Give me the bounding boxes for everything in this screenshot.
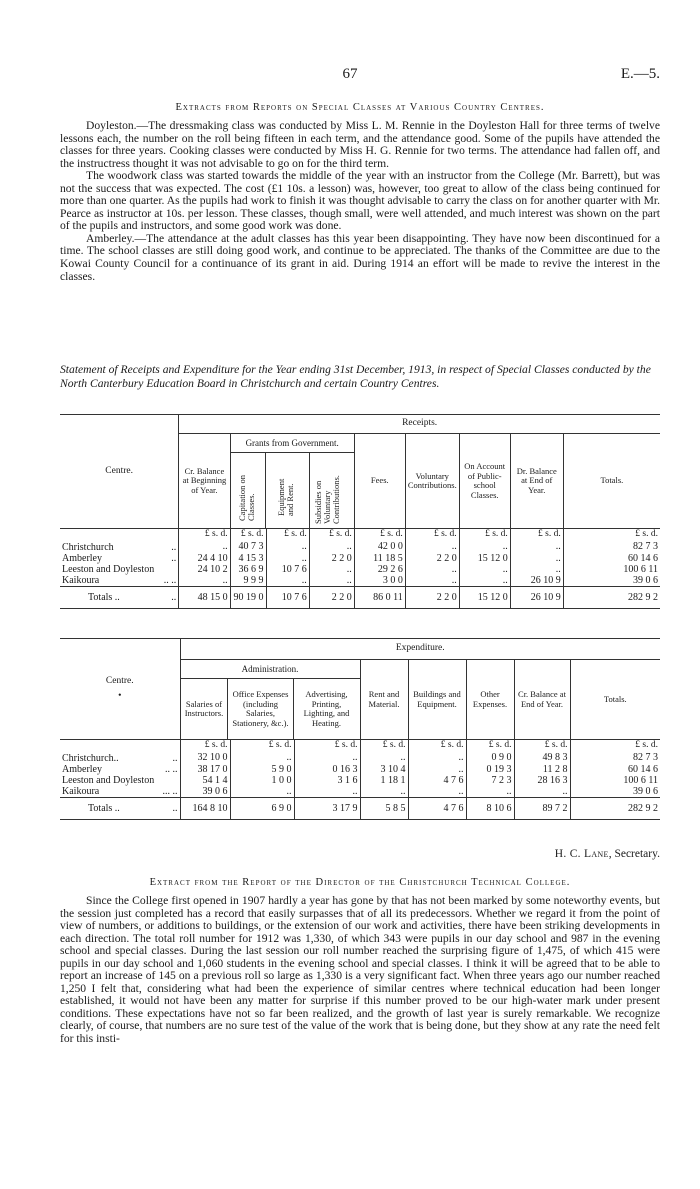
col-dr-balance-end: Dr. Balance at End of Year. <box>510 434 563 529</box>
table-cell: 11 2 8 <box>514 764 570 775</box>
total-cell: 3 17 9 <box>294 798 360 820</box>
table-cell: 38 17 0 <box>180 764 230 775</box>
unit-label: £ s. d. <box>466 740 514 752</box>
leader-dots: .. .. <box>165 764 178 775</box>
col-buildings-equipment: Buildings and Equipment. <box>408 660 466 740</box>
table-cell: 7 2 3 <box>466 775 514 786</box>
table-cell: 5 9 0 <box>230 764 294 775</box>
grants-group <box>230 434 354 529</box>
total-cell: 4 7 6 <box>408 798 466 820</box>
leader-dots: ... .. <box>162 786 178 797</box>
expenditure-centre-header <box>60 639 180 740</box>
table-cell: .. <box>459 540 510 553</box>
total-cell: 15 12 0 <box>459 587 510 609</box>
table-cell: .. <box>466 786 514 798</box>
table-cell: 15 12 0 <box>459 553 510 564</box>
table-cell: .. <box>309 540 354 553</box>
table-cell: 4 7 6 <box>408 775 466 786</box>
table-cell: .. <box>230 786 294 798</box>
total-cell: 90 19 0 <box>230 587 266 609</box>
administration-header: Administration. <box>181 660 360 679</box>
table-cell: 100 6 11 <box>570 775 660 786</box>
total-cell: 2 2 0 <box>405 587 459 609</box>
col-cr-balance-end: Cr. Balance at End of Year. <box>514 660 570 740</box>
total-cell: 5 8 5 <box>360 798 408 820</box>
unit-label: £ s. d. <box>563 529 660 541</box>
table-cell: 82 7 3 <box>570 751 660 764</box>
table-cell: 60 14 6 <box>563 553 660 564</box>
col-fees: Fees. <box>354 434 405 529</box>
centre-name: Christchurch.. <box>62 753 119 764</box>
table-cell: 36 6 9 <box>230 564 266 575</box>
table-cell: 3 10 4 <box>360 764 408 775</box>
col-voluntary: Voluntary Contributions. <box>405 434 459 529</box>
centre-cell <box>60 751 180 764</box>
table-cell: 11 18 5 <box>354 553 405 564</box>
table-cell: 39 0 6 <box>570 786 660 798</box>
receipts-table <box>60 414 660 609</box>
receipts-totals-row <box>60 587 660 609</box>
paragraph: Doyleston.—The dressmaking class was conducted by Miss L. M. Rennie in the Doyleston Hall for three terms of twelve lessons each, the number on the roll being fifteen in each term, and the attendance good. Some of the pupils have attended the classes for three years. Cooking classes were conducted by Miss H. G. Rennie for two terms. The attendance had fallen off, and the instructress thought it was not advisable to go on for the third term. <box>60 119 660 170</box>
table-cell: .. <box>309 564 354 575</box>
receipts-group-header: Receipts. <box>179 415 660 434</box>
table-cell: .. <box>179 575 230 587</box>
table-cell: .. <box>510 564 563 575</box>
centre-name: Leeston and Doyleston <box>62 564 155 575</box>
centre-cell <box>60 564 179 575</box>
total-cell: 8 10 6 <box>466 798 514 820</box>
table-cell: .. <box>459 575 510 587</box>
table-cell: 10 7 6 <box>266 564 309 575</box>
col-totals: Totals. <box>570 660 660 740</box>
table-cell: .. <box>405 575 459 587</box>
table-cell: .. <box>510 553 563 564</box>
unit-label: £ s. d. <box>294 740 360 752</box>
table-row <box>60 540 660 553</box>
unit-label: £ s. d. <box>514 740 570 752</box>
table-cell: .. <box>294 751 360 764</box>
table-row <box>60 775 660 786</box>
unit-label: £ s. d. <box>360 740 408 752</box>
unit-label: £ s. d. <box>510 529 563 541</box>
unit-label: £ s. d. <box>570 740 660 752</box>
table-row <box>60 575 660 587</box>
paragraph: Since the College first opened in 1907 hardly a year has gone by that has not been marked by some noteworthy events, but the session just completed has a record that easily surpasses that of all its predecessors. Whether we regard it from the point of view of numbers, or additions to buildings, or the extension of our work and activities, there have been striking developments in each direction. The total roll number for 1912 was 1,330, of which 343 were pupils in our day school and 987 in the evening school and special classes. During the last session our roll number reached the surprising figure of 1,475, of which 415 were pupils in our day school and 1,060 students in the evening school and special classes. I think it will be agreed that to be able to report an increase of 145 on a previous roll so large as 1,330 is a very significant fact. When three years ago our number reached 1,250 I felt that, considering what had been the experience of similar centres where technical education had been longer established, it would not have been any matter for surprise if this number proved to be our high-water mark under present conditions. These expectations have not so far been realized, and the growth of last year is surely remarkable. We recognize clearly, of course, that numbers are no sure test of the value of the work that is being done, but they show at any rate the need felt for this insti- <box>60 894 660 1046</box>
table-cell: 3 1 6 <box>294 775 360 786</box>
total-cell: 6 9 0 <box>230 798 294 820</box>
centre-name: Amberley <box>62 553 102 564</box>
paragraph: The woodwork class was started towards the middle of the year with an instructor from the College (Mr. Barrett), but was not the success that was expected. The cost (£1 10s. a lesson) was, however, too great to allow of the class being continued for more than one quarter. As the pupils had work to finish it was thought advisable to carry the class on for another quarter with Mr. Pearce as instructor at 10s. per lesson. These classes, though small, were well attended, and much interest was shown on the part of the pupils and instructors, and some good work was done. <box>60 169 660 233</box>
table-cell: 39 0 6 <box>563 575 660 587</box>
page-reference: E.—5. <box>620 66 660 82</box>
totals-text: Totals .. <box>88 803 120 814</box>
totals-label <box>60 587 179 609</box>
centre-cell <box>60 575 179 587</box>
table-cell: .. <box>360 786 408 798</box>
centre-header-dot: • <box>118 691 122 701</box>
table-cell: 1 0 0 <box>230 775 294 786</box>
section-heading-1: Extracts from Reports on Special Classes at Various Country Centres. <box>175 102 545 113</box>
table-cell: 0 9 0 <box>466 751 514 764</box>
receipts-body <box>60 540 660 587</box>
col-cr-balance-beginning: Cr. Balance at Beginning of Year. <box>179 434 230 529</box>
unit-label: £ s. d. <box>180 740 230 752</box>
table-row <box>60 564 660 575</box>
table-cell: .. <box>309 575 354 587</box>
col-account-public-school: On Account of Public-school Classes. <box>459 434 510 529</box>
table-cell: .. <box>405 564 459 575</box>
leader-dots: .. <box>172 803 178 814</box>
unit-label: £ s. d. <box>230 740 294 752</box>
table-cell: .. <box>510 540 563 553</box>
signature <box>60 848 660 860</box>
table-cell: 54 1 4 <box>180 775 230 786</box>
paragraphs-2 <box>60 895 660 1046</box>
col-advertising: Advertising, Printing, Lighting, and Heating. <box>293 679 360 739</box>
table-cell: 28 16 3 <box>514 775 570 786</box>
table-cell: .. <box>405 540 459 553</box>
col-rent-material: Rent and Material. <box>360 660 408 740</box>
centre-cell <box>60 764 180 775</box>
centre-name: Leeston and Doyleston <box>62 775 155 786</box>
centre-name: Christchurch <box>62 542 114 553</box>
table-row <box>60 553 660 564</box>
table-cell: 82 7 3 <box>563 540 660 553</box>
centre-name: Kaikoura <box>62 786 100 797</box>
centre-header-text: Centre. <box>105 675 134 686</box>
section-heading-2: Extract from the Report of the Director of the Christchurch Technical College. <box>149 877 571 888</box>
total-cell: 282 9 2 <box>570 798 660 820</box>
totals-text: Totals .. <box>88 592 120 603</box>
table-cell: 39 0 6 <box>180 786 230 798</box>
table-cell: 42 0 0 <box>354 540 405 553</box>
table-cell: 100 6 11 <box>563 564 660 575</box>
table-cell: 60 14 6 <box>570 764 660 775</box>
table-cell: 40 7 3 <box>230 540 266 553</box>
statement-title: Statement of Receipts and Expenditure for the Year ending 31st December, 1913, in respect of Special Classes conducted by the North Canterbury Education Board in Christchurch and certain Country Centres. <box>60 363 651 390</box>
unit-label: £ s. d. <box>354 529 405 541</box>
table-cell: 9 9 9 <box>230 575 266 587</box>
total-cell: 86 0 11 <box>354 587 405 609</box>
col-office-expenses: Office Expenses (including Salaries, Stationery, &c.). <box>227 679 292 739</box>
unit-label: £ s. d. <box>408 740 466 752</box>
table-cell: 0 16 3 <box>294 764 360 775</box>
table-row <box>60 764 660 775</box>
table-cell: .. <box>360 751 408 764</box>
unit-label: £ s. d. <box>459 529 510 541</box>
leader-dots: .. <box>171 542 177 553</box>
col-subsidies: Subsidies on Voluntary Contributions. <box>312 474 341 524</box>
table-cell: .. <box>179 540 230 553</box>
table-cell: .. <box>408 786 466 798</box>
leader-dots: .. <box>172 753 178 764</box>
table-cell: 0 19 3 <box>466 764 514 775</box>
table-cell: .. <box>408 751 466 764</box>
centre-cell <box>60 540 179 553</box>
totals-label <box>60 798 180 820</box>
table-row <box>60 751 660 764</box>
unit-label: £ s. d. <box>405 529 459 541</box>
grants-header: Grants from Government. <box>231 434 354 453</box>
table-cell: .. <box>459 564 510 575</box>
table-cell: 24 10 2 <box>179 564 230 575</box>
unit-label: £ s. d. <box>266 529 309 541</box>
table-cell: .. <box>294 786 360 798</box>
unit-label: £ s. d. <box>179 529 230 541</box>
total-cell: 164 8 10 <box>180 798 230 820</box>
col-totals: Totals. <box>563 434 660 529</box>
col-salaries: Salaries of Instructors. <box>184 698 224 718</box>
table-cell: 4 15 3 <box>230 553 266 564</box>
table-cell: .. <box>514 786 570 798</box>
total-cell: 26 10 9 <box>510 587 563 609</box>
centre-name: Kaikoura <box>62 575 100 586</box>
total-cell: 282 9 2 <box>563 587 660 609</box>
table-row <box>60 786 660 798</box>
paragraph: Amberley.—The attendance at the adult classes has this year been disappointing. They have now been discontinued for a time. The school classes are still doing good work, and continue to be appreciated. The thanks of the Committee are due to the Kowai County Council for a continuance of its grant in aid. During 1914 an effort will be made to revive the interest in the classes. <box>60 231 660 283</box>
col-capitation: Capitation on Classes. <box>236 474 256 521</box>
unit-label: £ s. d. <box>309 529 354 541</box>
centre-name: Amberley <box>62 764 102 775</box>
table-cell: .. <box>266 540 309 553</box>
col-other-expenses: Other Expenses. <box>466 660 514 740</box>
centre-cell <box>60 553 179 564</box>
expenditure-group-header: Expenditure. <box>180 639 660 660</box>
table-cell: .. <box>230 751 294 764</box>
total-cell: 89 7 2 <box>514 798 570 820</box>
leader-dots: .. <box>171 592 177 603</box>
centre-cell <box>60 775 180 786</box>
table-cell: 24 4 10 <box>179 553 230 564</box>
signature-title: , Secretary. <box>608 848 660 860</box>
expenditure-totals-row <box>60 798 660 820</box>
receipts-centre-header: Centre. <box>105 465 133 476</box>
administration-group <box>180 660 360 740</box>
table-cell: .. <box>266 575 309 587</box>
expenditure-body <box>60 751 660 798</box>
table-cell: 49 8 3 <box>514 751 570 764</box>
table-cell: 1 18 1 <box>360 775 408 786</box>
table-cell: .. <box>266 553 309 564</box>
table-cell: .. <box>408 764 466 775</box>
paragraphs-1 <box>60 120 660 283</box>
total-cell: 2 2 0 <box>309 587 354 609</box>
table-cell: 29 2 6 <box>354 564 405 575</box>
page-number: 67 <box>342 66 358 82</box>
col-equipment-rent: Equipment and Rent. <box>276 478 296 516</box>
centre-cell <box>60 786 180 798</box>
table-cell: 2 2 0 <box>309 553 354 564</box>
table-cell: 2 2 0 <box>405 553 459 564</box>
leader-dots: .. <box>171 553 177 564</box>
unit-label: £ s. d. <box>230 529 266 541</box>
units-row <box>60 740 660 752</box>
total-cell: 10 7 6 <box>266 587 309 609</box>
table-cell: 32 10 0 <box>180 751 230 764</box>
units-row <box>60 529 660 541</box>
leader-dots: .. .. <box>163 575 177 586</box>
table-cell: 3 0 0 <box>354 575 405 587</box>
total-cell: 48 15 0 <box>179 587 230 609</box>
signature-name: H. C. Lane <box>554 848 609 860</box>
table-cell: 26 10 9 <box>510 575 563 587</box>
expenditure-table <box>60 638 660 820</box>
